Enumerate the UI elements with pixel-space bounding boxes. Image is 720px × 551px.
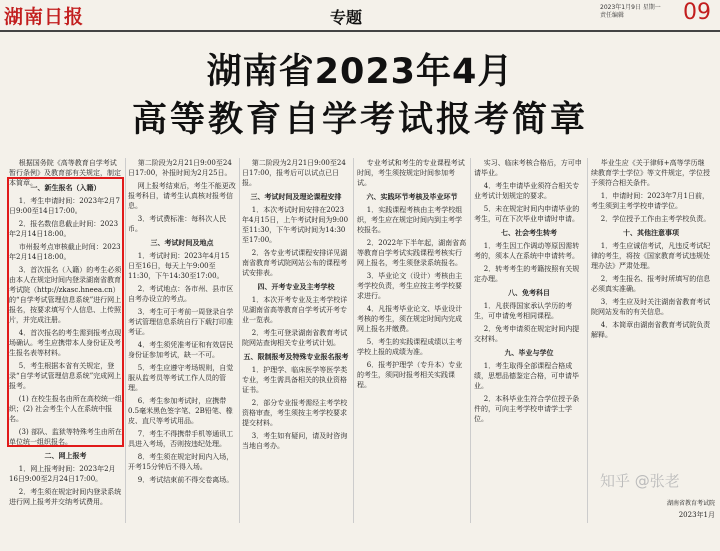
paragraph: 5．考生的实践课程成绩以主考学校上报的成绩为准。 — [357, 338, 463, 356]
column-rule — [353, 158, 354, 523]
paragraph: 4．本简章由湖南省教育考试院负责解释。 — [591, 321, 711, 339]
paragraph: 1．本次考试时间安排在2023年4月15日，上午考试时间为9:00至11:30，下午考试时间为14:30至17:00。 — [242, 206, 349, 244]
paragraph: 2．报名数信息截止时间：2023年2月14日18:00。 — [9, 220, 119, 238]
watermark: 知乎 @张老 — [600, 472, 680, 490]
section-heading: 二、网上报考 — [44, 451, 87, 460]
paragraph: 4．首次报名的考生需到报考点现场确认。考生应携带本人身份证及考生报名表等材料。 — [9, 329, 122, 357]
column-rule — [587, 158, 588, 523]
issue-editor: 责任编辑 — [600, 12, 625, 19]
paragraph: 第二阶段为2月21日9:00至24日17:00，报考后可以试点已日报。 — [242, 159, 346, 187]
column-rule — [239, 158, 240, 523]
paragraph: 2．免考申请须在规定时间内提交材料。 — [474, 325, 580, 343]
paragraph: 7．考生不得携带手机等通讯工具进入考场，否则按违纪处理。 — [128, 430, 234, 448]
section-heading: 八、免考科目 — [508, 288, 550, 297]
paragraph: 5．考生根据本省有关规定，登录“自学考试管理信息系统”完成网上报考。 — [9, 362, 122, 390]
newspaper-logo: 湖南日报 — [4, 6, 85, 28]
paragraph: 3．毕业论文（设计）考核由主考学校负责，考生应按主考学校要求进行。 — [357, 272, 463, 300]
paragraph: 专业考试和考生的专业课程考试时间，考生须按规定时间参加考试。 — [357, 159, 465, 187]
section-heading: 三、考试时间及理论课程安排 — [250, 192, 342, 201]
paragraph: 8．考生须在规定时间内入场，开考15分钟后不得入场。 — [128, 453, 234, 471]
section-heading: 七、社会考生转考 — [501, 228, 557, 237]
paragraph: 3．首次报名（入籍）的考生必须由本人在规定时间内登录湖南省教育考试院（http://zkasc.hneeа.cn）的“自学考试管理信息系统”进行网上报名，按要求填写个人信息、上传照片，并完成注册。 — [9, 266, 122, 324]
paragraph: 1．凡获得国家承认学历的考生，可申请免考相同课程。 — [474, 302, 573, 320]
paragraph: 6．报考护理学（专升本）专业的考生，须同时报考相关实践课程。 — [357, 361, 463, 389]
headline-line-2: 高等教育自学考试报考简章 — [131, 100, 588, 140]
paragraph: 1．考生申请时间：2023年2月7日9:00至14日17:00。 — [9, 197, 120, 215]
paragraph: 2．转考考生的考籍按照有关规定办理。 — [474, 265, 580, 283]
paragraph: (3) 部队、监狱等特殊考生由所在单位统一组织报名。 — [9, 428, 122, 446]
article-column-5 — [474, 158, 584, 530]
paragraph: 2．各专业考试课程安排详见湖南省教育考试院网站公布的课程考试安排表。 — [242, 249, 348, 277]
section-heading: 十、其他注意事项 — [623, 228, 679, 237]
paragraph: 2．2022年下半年起，湖南省高等教育自学考试实践课程考核实行网上报名，考生须登录系统报名。 — [357, 239, 467, 267]
paragraph: 4．考生申请毕业须符合相关专业考试计划规定的要求。 — [474, 182, 580, 200]
paragraph: 市州报考点审核截止时间：2023年2月14日18:00。 — [9, 243, 121, 261]
paragraph: 2．考生可登录湖南省教育考试院网站查询相关专业考试计划。 — [242, 329, 348, 347]
section-heading: 三、考试时间及地点 — [150, 238, 214, 247]
column-rule — [470, 158, 471, 523]
section-heading: 四、开考专业及主考学校 — [257, 282, 335, 291]
footer-issuer: 湖南省教育考试院 — [666, 500, 715, 507]
paragraph: 5．考生应遵守考场规则，自觉服从监考员等考试工作人员的管理。 — [128, 364, 234, 392]
column-rule — [125, 158, 126, 523]
paragraph: 毕业生应《关于律师+高等学历继续教育学士学位》等文件规定，学位授予须符合相关条件。 — [591, 159, 710, 187]
paragraph: 2．本科毕业生符合学位授予条件的，可向主考学校申请学士学位。 — [474, 395, 580, 423]
paragraph: 4．考生须凭准考证和有效居民身份证参加考试，缺一不可。 — [128, 341, 234, 359]
paragraph: 2．考试地点：各市州、县市区自考办设立的考点。 — [128, 285, 234, 303]
paragraph: 2．学位授予工作由主考学校负责。 — [600, 215, 711, 223]
paragraph: 3．考生如有疑问，请及时咨询当地自考办。 — [242, 432, 348, 450]
paragraph: 3．考生应及时关注湖南省教育考试院网站发布的有关信息。 — [591, 298, 711, 316]
paragraph: 3．考生可于考前一周登录自学考试管理信息系统自行下载打印准考证。 — [128, 308, 234, 336]
paragraph: 实习、临床考核合格后，方可申请毕业。 — [474, 159, 582, 177]
paragraph: 第二阶段为2月21日9:00至24日17:00，补报时间为2月25日。 — [128, 159, 232, 177]
masthead — [0, 0, 720, 32]
paragraph: 3．考试费标准：每科次人民币。 — [128, 215, 227, 233]
paragraph: 9．考试结束前不得交卷离场。 — [137, 476, 234, 484]
paragraph: (1) 在校生报名由所在高校统一组织；(2) 社会考生个人在系统中报名。 — [9, 395, 122, 423]
paragraph: 1．申请时间：2023年7月1日前，考生须到主考学校申请学位。 — [591, 192, 709, 210]
issue-date: 2023年1月9日 星期一 — [600, 4, 661, 11]
highlight-box — [7, 177, 124, 447]
paragraph: 1．本次开考专业及主考学校详见湖南省高等教育自学考试开考专业一览表。 — [242, 296, 348, 324]
paragraph: 1．实践课程考核由主考学校组织，考生应在规定时间内到主考学校报名。 — [357, 206, 463, 234]
paragraph: 1．护理学、临床医学等医学类专业，考生需具备相关的执业资格证书。 — [242, 366, 348, 394]
article-column-3 — [242, 158, 350, 530]
lead-block — [9, 158, 122, 187]
article-column-2 — [128, 158, 236, 530]
issue-info — [600, 4, 680, 20]
paragraph: 2．部分专业报考需经主考学校资格审查，考生须按主考学校要求提交材料。 — [242, 399, 348, 427]
paragraph: 2．考生报名、报考时所填写的信息必须真实准确。 — [591, 275, 711, 293]
paragraph: 1．考生应诚信考试，凡违反考试纪律的考生，将按《国家教育考试违规处理办法》严肃处理。 — [591, 242, 711, 270]
section-title: 专题 — [330, 8, 363, 27]
paragraph: 1．网上报考时间：2023年2月16日9:00至2月24日17:00。 — [9, 465, 116, 483]
section-heading: 一、新生报名（入籍） — [30, 183, 101, 192]
paragraph: 5．未在规定时间内申请毕业的考生，可在下次毕业申请时申请。 — [474, 205, 580, 223]
headline-line-1: 湖南省2023年4月 — [206, 52, 514, 92]
paragraph: 2．考生须在规定时间内登录系统进行网上报考并交纳考试费用。 — [9, 488, 122, 506]
section-heading: 五、限制报考及特殊专业报名报考 — [243, 352, 349, 361]
paragraph: 1．考生因工作调动等原因需转考的，须本人在系统中申请转考。 — [474, 242, 580, 260]
paragraph: 1．考试时间：2023年4月15日至16日，每天上午9:00至11:30，下午14:30至17:00。 — [128, 252, 230, 280]
article-column-4 — [357, 158, 467, 530]
paragraph: 4．凡报考毕业论文、毕业设计考核的考生，须在规定时间内完成网上报名并缴费。 — [357, 305, 463, 333]
lead-text: 根据国务院《高等教育自学考试暂行条例》及教育部有关规定，制定本简章。 — [9, 159, 121, 187]
paragraph: 网上报考结束后，考生不能更改报考科目，请考生认真核对报考信息。 — [128, 182, 236, 210]
paragraph: 6．考生参加考试时，应携带0.5毫米黑色签字笔、2B铅笔、橡皮、直尺等考试用品。 — [128, 397, 233, 425]
paragraph: 1．考生取得全部课程合格成绩，思想品德鉴定合格，可申请毕业。 — [474, 362, 579, 390]
section-heading: 九、毕业与学位 — [504, 348, 554, 357]
footer-date: 2023年1月 — [678, 511, 715, 519]
page-number: 09 — [683, 0, 711, 25]
section-heading: 六、实践环节考核及毕业环节 — [366, 192, 458, 201]
